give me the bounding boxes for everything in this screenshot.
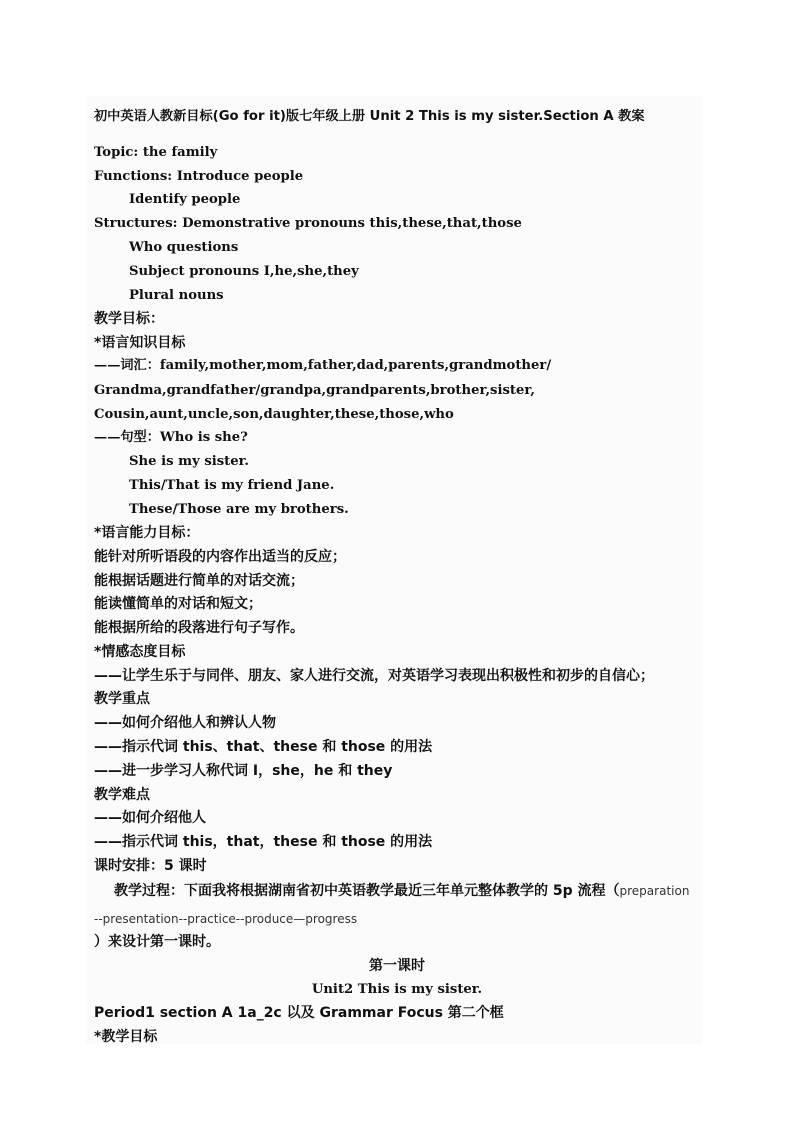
ability-line-3: 能读懂简单的对话和短文； [94, 596, 262, 612]
heading-language-knowledge: *语言知识目标 [94, 335, 186, 351]
heading-key-points: 教学重点 [94, 691, 150, 707]
key-line-1: ——如何介绍他人和辨认人物 [94, 715, 276, 731]
structures-line-2: Who questions [129, 240, 239, 255]
heading-language-ability: *语言能力目标： [94, 525, 200, 541]
process-line-3: ）来设计第一课时。 [94, 934, 220, 950]
structures-line-3: Subject pronouns I,he,she,they [129, 264, 359, 279]
sentence-line-2: She is my sister. [129, 454, 249, 469]
key-line-3: ——进一步学习人称代词 I，she，he 和 they [94, 763, 393, 779]
functions-line: Functions: Introduce people [94, 169, 304, 184]
ability-line-1: 能针对所听语段的内容作出适当的反应； [94, 549, 346, 565]
vocab-line-1: ——词汇：family,mother,mom,father,dad,parents,grandmother/ [94, 358, 552, 373]
process-line-1-text: 教学过程：下面我将根据湖南省初中英语教学最近三年单元整体教学的 5p 流程（ [114, 883, 620, 899]
emotion-line-1: ——让学生乐于与同伴、朋友、家人进行交流，对英语学习表现出积极性和初步的自信心； [94, 668, 654, 684]
vocab-line-2: Grandma,grandfather/grandpa,grandparents,brother,sister, [94, 383, 535, 398]
functions-line-2: Identify people [129, 192, 241, 207]
sentence-line-4: These/Those are my brothers. [129, 502, 349, 517]
heading-teaching-goals-2: *教学目标 [94, 1029, 158, 1045]
topic-line: Topic: the family [94, 145, 218, 160]
difficult-line-2: ——指示代词 this，that，these 和 those 的用法 [94, 834, 433, 850]
heading-teaching-goals: 教学目标： [94, 311, 164, 327]
period-line: Period1 section A 1a_2c 以及 Grammar Focus 第二个框 [94, 1005, 504, 1021]
ability-line-4: 能根据所给的段落进行句子写作。 [94, 620, 304, 636]
schedule-line: 课时安排：5 课时 [94, 858, 207, 874]
process-line-1 [114, 882, 689, 900]
heading-emotion: *情感态度目标 [94, 644, 186, 660]
process-line-2: --presentation--practice--produce—progress [94, 912, 358, 926]
structures-line: Structures: Demonstrative pronouns this,these,that,those [94, 216, 522, 231]
structures-line-4: Plural nouns [129, 288, 224, 303]
vocab-line-3: Cousin,aunt,uncle,son,daughter,these,those,who [94, 407, 454, 422]
key-line-2: ——指示代词 this、that、these 和 those 的用法 [94, 739, 433, 755]
document-title: 初中英语人教新目标(Go for it)版七年级上册 Unit 2 This is my sister.Section A 教案 [94, 109, 645, 124]
process-line-1-tail: preparation [619, 884, 690, 898]
heading-difficult-points: 教学难点 [94, 787, 150, 803]
lesson-heading: 第一课时 [369, 958, 425, 974]
unit-heading: Unit2 This is my sister. [311, 982, 483, 997]
ability-line-2: 能根据话题进行简单的对话交流； [94, 573, 304, 589]
sentence-line-1: ——句型：Who is she? [94, 430, 248, 445]
sentence-line-3: This/That is my friend Jane. [129, 478, 335, 493]
difficult-line-1: ——如何介绍他人 [94, 810, 206, 826]
